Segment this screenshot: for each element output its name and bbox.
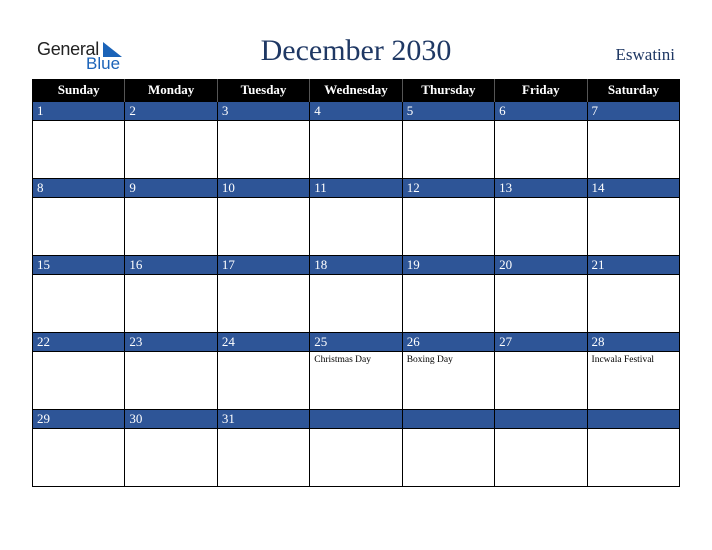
weekday-header-row: [33, 79, 680, 102]
day-number: 18: [310, 256, 401, 275]
logo-general-text: General: [37, 39, 99, 59]
holiday-label: Christmas Day: [314, 355, 371, 365]
day-cell[interactable]: [125, 102, 217, 179]
day-cell[interactable]: [310, 333, 402, 410]
day-number: 14: [588, 179, 679, 198]
day-cell[interactable]: [217, 256, 309, 333]
day-number: 20: [495, 256, 586, 275]
day-cell[interactable]: [402, 102, 494, 179]
day-cell[interactable]: [33, 179, 125, 256]
day-number: 16: [125, 256, 216, 275]
week-row: [33, 256, 680, 333]
day-cell[interactable]: [217, 102, 309, 179]
day-number: 19: [403, 256, 494, 275]
day-number: 11: [310, 179, 401, 198]
day-number: 26: [403, 333, 494, 352]
weekday-header: Wednesday: [310, 79, 402, 102]
day-cell[interactable]: [587, 333, 679, 410]
day-cell[interactable]: [33, 333, 125, 410]
day-number: 21: [588, 256, 679, 275]
day-number: 3: [218, 102, 309, 121]
weekday-header: Saturday: [587, 79, 679, 102]
day-number: 2: [125, 102, 216, 121]
day-number: 9: [125, 179, 216, 198]
day-cell[interactable]: [217, 333, 309, 410]
day-number: 24: [218, 333, 309, 352]
day-cell[interactable]: [125, 179, 217, 256]
day-number: 17: [218, 256, 309, 275]
day-number: 1: [33, 102, 124, 121]
day-number: 7: [588, 102, 679, 121]
day-number: 12: [403, 179, 494, 198]
day-number: 28: [588, 333, 679, 352]
calendar-body: [33, 102, 680, 487]
day-number: 25: [310, 333, 401, 352]
week-row: [33, 410, 680, 487]
week-row: [33, 333, 680, 410]
day-cell[interactable]: [402, 410, 494, 487]
day-number: 6: [495, 102, 586, 121]
day-number: 4: [310, 102, 401, 121]
day-cell[interactable]: [402, 179, 494, 256]
day-cell[interactable]: [217, 179, 309, 256]
day-cell[interactable]: [310, 256, 402, 333]
holiday-label: Incwala Festival: [591, 355, 655, 365]
logo-blue-text: Blue: [86, 54, 121, 73]
day-cell[interactable]: [310, 410, 402, 487]
weekday-header: Monday: [125, 79, 217, 102]
day-number: 31: [218, 410, 309, 429]
day-cell[interactable]: [125, 256, 217, 333]
day-cell[interactable]: [217, 410, 309, 487]
day-number: 22: [33, 333, 124, 352]
weekday-header: Thursday: [402, 79, 494, 102]
weekday-header: Sunday: [33, 79, 125, 102]
country-label: Eswatini: [615, 45, 675, 64]
week-row: [33, 102, 680, 179]
calendar-grid: [32, 79, 680, 487]
day-cell[interactable]: [495, 333, 587, 410]
holiday-label: Boxing Day: [406, 355, 453, 365]
weekday-header: Friday: [495, 79, 587, 102]
day-number: [495, 410, 586, 429]
day-cell[interactable]: [587, 410, 679, 487]
day-number: [588, 410, 679, 429]
day-number: 15: [33, 256, 124, 275]
day-number: 8: [33, 179, 124, 198]
day-number: 23: [125, 333, 216, 352]
day-cell[interactable]: [587, 179, 679, 256]
page-title: December 2030: [260, 34, 452, 67]
day-cell[interactable]: [402, 256, 494, 333]
day-cell[interactable]: [402, 333, 494, 410]
week-row: [33, 179, 680, 256]
day-cell[interactable]: [310, 102, 402, 179]
day-number: 10: [218, 179, 309, 198]
day-cell[interactable]: [495, 179, 587, 256]
day-number: 27: [495, 333, 586, 352]
day-cell[interactable]: [587, 256, 679, 333]
day-number: 30: [125, 410, 216, 429]
day-number: [403, 410, 494, 429]
day-cell[interactable]: [33, 410, 125, 487]
day-cell[interactable]: [125, 410, 217, 487]
day-cell[interactable]: [33, 102, 125, 179]
day-number: [310, 410, 401, 429]
day-cell[interactable]: [125, 333, 217, 410]
day-number: 13: [495, 179, 586, 198]
day-cell[interactable]: [495, 410, 587, 487]
day-cell[interactable]: [587, 102, 679, 179]
day-number: 29: [33, 410, 124, 429]
day-number: 5: [403, 102, 494, 121]
day-cell[interactable]: [495, 256, 587, 333]
day-cell[interactable]: [33, 256, 125, 333]
day-cell[interactable]: [495, 102, 587, 179]
day-cell[interactable]: [310, 179, 402, 256]
weekday-header: Tuesday: [217, 79, 309, 102]
